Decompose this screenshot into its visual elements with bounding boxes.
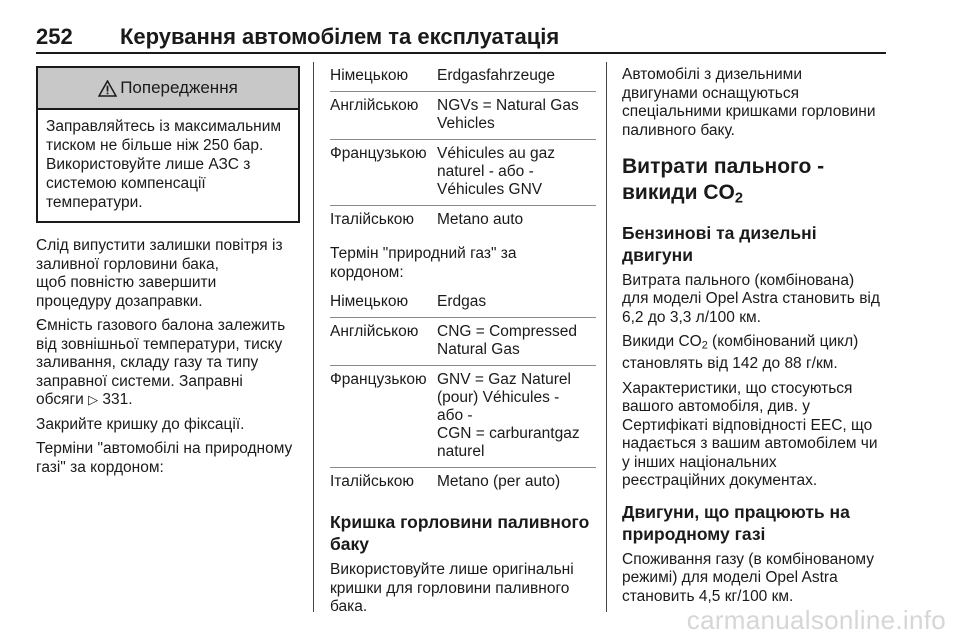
text-line: від зовнішньої температури, тиску xyxy=(36,335,283,353)
text-line: для моделі Opel Astra становить від xyxy=(622,290,880,308)
text-line: GNV = Gaz Naturel xyxy=(437,371,571,388)
subscript: 2 xyxy=(701,339,708,352)
table-lang-cell: Англійською xyxy=(330,92,437,140)
text-line: процедуру дозаправки. xyxy=(36,292,203,310)
warning-line: тиском не більше ніж 250 бар. xyxy=(46,137,264,154)
text-line: бака. xyxy=(330,598,368,615)
paragraph-diesel-caps xyxy=(622,66,888,140)
text-fragment: Викиди CO xyxy=(622,333,702,351)
arrow-reference-icon: ▷ xyxy=(88,392,99,407)
text-line: кришки для горловини паливного xyxy=(330,579,570,597)
table-lang-cell: Німецькою xyxy=(330,62,437,92)
table-term-cell xyxy=(437,288,596,318)
table-term-cell xyxy=(437,318,596,366)
section-heading-fuel-cap xyxy=(330,511,596,555)
table-lang-cell: Французькою xyxy=(330,140,437,206)
paragraph-gas-term-intro xyxy=(330,245,596,282)
text-fragment: (комбінований цикл) xyxy=(712,333,859,351)
page-header xyxy=(36,22,886,54)
text-line: NGVs = Natural Gas xyxy=(437,97,579,114)
text-line: вашого автомобіля, див. у xyxy=(622,398,810,416)
table-term-cell xyxy=(437,366,596,468)
text-line xyxy=(622,180,888,212)
table-lang-cell: Італійською xyxy=(330,211,415,228)
warning-box xyxy=(36,66,300,223)
text-line: природному газі xyxy=(622,523,766,544)
text-line: Споживання газу (в комбінованому xyxy=(622,550,875,568)
text-line: реєстраційних документах. xyxy=(622,472,818,490)
warning-line: Використовуйте лише АЗС з xyxy=(46,156,251,173)
text-line: (pour) Véhicules - xyxy=(437,389,560,406)
paragraph-tank-capacity xyxy=(36,317,300,410)
text-line: Ємність газового балона залежить xyxy=(36,317,286,334)
text-line xyxy=(36,391,300,410)
terms-table-vehicles xyxy=(330,62,596,235)
text-line: становлять від 142 до 88 г/км. xyxy=(622,355,838,373)
text-line: 6,2 до 3,3 л/100 км. xyxy=(622,308,761,326)
text-line: Metano (per auto) xyxy=(437,473,561,490)
subheading-natural-gas-engines xyxy=(622,501,888,545)
text-line: у інших національних xyxy=(622,453,777,471)
text-fragment: обсяги xyxy=(36,391,84,408)
text-line: заливної горловини бака, xyxy=(36,255,219,273)
paragraph-fuel-consumption xyxy=(622,272,888,328)
text-line: баку xyxy=(330,534,370,554)
text-line: Erdgasfahrzeuge xyxy=(437,67,556,84)
text-line: Витрати пального - xyxy=(622,155,825,178)
paragraph-gas-consumption xyxy=(622,551,888,607)
text-line: Двигуни, що працюють на xyxy=(622,501,850,522)
chapter-title: Керування автомобілем та експлуатація xyxy=(120,24,560,49)
column-divider-2 xyxy=(606,62,607,612)
text-line: заправної системи. Заправні xyxy=(36,372,243,390)
text-line: кордоном: xyxy=(330,263,404,281)
table-lang-cell: Італійською xyxy=(330,473,415,490)
text-line: або - xyxy=(437,407,473,424)
text-line: CGN = carburantgaz xyxy=(437,425,580,442)
text-line: Vehicles xyxy=(437,115,495,132)
text-line: щоб повністю завершити xyxy=(36,274,217,291)
text-line: становить 4,5 кг/100 км. xyxy=(622,587,794,605)
page-reference-link[interactable]: 331. xyxy=(102,391,133,408)
terms-table-gas xyxy=(330,288,596,497)
page-number: 252 xyxy=(36,24,73,49)
paragraph-terms-intro xyxy=(36,440,300,477)
paragraph-air-release xyxy=(36,237,300,311)
text-line: паливного баку. xyxy=(622,121,735,139)
warning-text xyxy=(38,110,298,221)
table-lang-cell: Німецькою xyxy=(330,288,437,318)
column-3 xyxy=(622,62,888,612)
table-term-cell xyxy=(437,140,596,206)
text-line: Véhicules au gaz xyxy=(437,145,556,162)
text-line: naturel - або - xyxy=(437,163,534,180)
text-line: надається з вашим автомобілем чи xyxy=(622,435,878,453)
text-line: Витрата пального (комбінована) xyxy=(622,271,855,289)
section-heading-fuel-consumption xyxy=(622,154,888,212)
paragraph-original-caps xyxy=(330,561,596,617)
column-1 xyxy=(36,62,300,483)
text-line: Характеристики, що стосуються xyxy=(622,379,853,397)
text-line: Термін "природний газ" за xyxy=(330,245,517,262)
subheading-petrol-diesel: Бензинові та дизельні двигуни xyxy=(622,222,817,265)
text-line: режимі) для моделі Opel Astra xyxy=(622,569,838,587)
text-line: Терміни "автомобілі на природному xyxy=(36,440,293,457)
text-line: Кришка горловини паливного xyxy=(330,512,590,532)
table-lang-cell: Французькою xyxy=(330,366,437,468)
text-line: Слід випустити залишки повітря із xyxy=(36,237,283,254)
table-term-cell xyxy=(437,92,596,140)
table-term-cell xyxy=(437,62,596,92)
warning-title: Попередження xyxy=(120,77,238,97)
table-lang-cell: Англійською xyxy=(330,318,437,366)
warning-triangle-icon xyxy=(98,80,117,97)
text-line: CNG = Compressed xyxy=(437,323,577,340)
text-line: газі" за кордоном: xyxy=(36,458,164,476)
column-2 xyxy=(330,62,596,623)
warning-line: системою компенсації xyxy=(46,175,206,192)
table-term-cell xyxy=(437,468,596,497)
text-line: Використовуйте лише оригінальні xyxy=(330,561,574,578)
warning-line: Заправляйтесь із максимальним xyxy=(46,118,282,135)
text-line: Véhicules GNV xyxy=(437,181,543,198)
paragraph-certificate xyxy=(622,380,888,491)
paragraph-close-cap: Закрийте кришку до фіксації. xyxy=(36,415,245,433)
text-line: двигунами оснащуються xyxy=(622,84,799,102)
text-line: спеціальними кришками горловини xyxy=(622,103,876,120)
text-line: Erdgas xyxy=(437,293,487,310)
paragraph-co2-emissions xyxy=(622,333,888,374)
text-line: Сертифікаті відповідності ЕЕС, що xyxy=(622,416,873,434)
text-fragment: викиди CO xyxy=(622,181,735,204)
watermark: carmanualsonline.info xyxy=(686,605,946,635)
subscript: 2 xyxy=(734,190,743,207)
text-line: Автомобілі з дизельними xyxy=(622,66,802,83)
warning-line: температури. xyxy=(46,194,143,211)
text-line: naturel xyxy=(437,443,485,460)
table-term-cell xyxy=(437,206,596,235)
column-divider-1 xyxy=(313,62,314,612)
text-line xyxy=(622,333,888,355)
text-line: Metano auto xyxy=(437,211,524,228)
text-line: заливання, складу газу та типу xyxy=(36,354,259,371)
warning-header xyxy=(38,68,298,110)
text-line: Natural Gas xyxy=(437,341,520,358)
